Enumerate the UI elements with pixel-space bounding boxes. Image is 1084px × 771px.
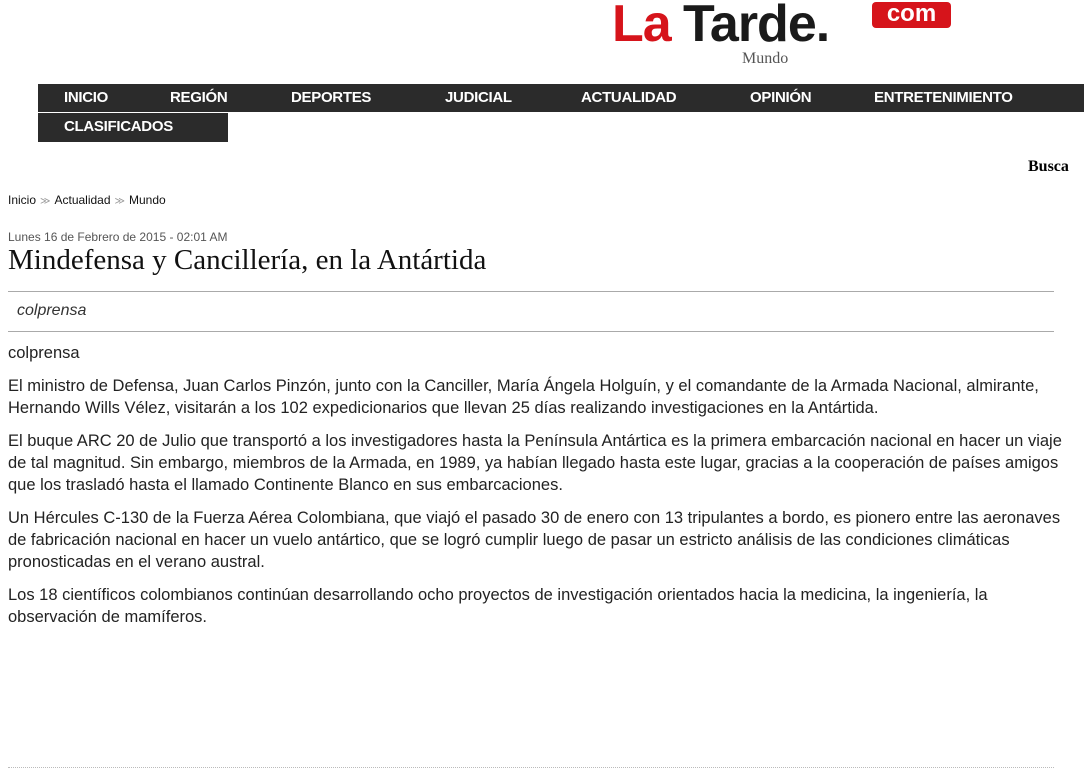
nav-item-clasificados[interactable]: CLASIFICADOS (64, 118, 173, 135)
site-logo[interactable] (610, 0, 955, 70)
nav-item-actualidad[interactable]: ACTUALIDAD (581, 89, 677, 106)
article-paragraph: Un Hércules C-130 de la Fuerza Aérea Colombiana, que viajó el pasado 30 de enero con 13 tripulantes a bordo, es pionero entre las aeronaves de fabricación nacional en hacer un vuelo antártico, que se logró cumplir luego de pasar un estricto análisis de las condiciones climáticas pronosticadas en el verano austral. (8, 509, 1061, 571)
main-nav-row2 (38, 113, 228, 142)
divider (8, 331, 1054, 332)
divider (8, 767, 1054, 768)
nav-item-region[interactable]: REGIÓN (170, 89, 228, 106)
logo-com-badge: com (872, 2, 951, 28)
article-byline: colprensa (17, 302, 87, 319)
breadcrumb-inicio[interactable]: Inicio (8, 193, 37, 207)
article-paragraph: El buque ARC 20 de Julio que transportó a los investigadores hasta la Península Antártica es la primera embarcación nacional en hacer un viaje de tal magnitud. Sin embargo, miembros de la Armada, en 1989, ya habían llegado hasta este lugar, gracias a la cooperación de países amigos que los trasladó hasta el llamado Continente Blanco en sus embarcaciones. (8, 432, 1062, 494)
article-paragraph: El ministro de Defensa, Juan Carlos Pinzón, junto con la Canciller, María Ángela Holguín, y el comandante de la Armada Nacional, almirante, Hernando Wills Vélez, visitarán a los 102 expedicionarios que llevan 25 días realizando investigaciones en la Antártida. (8, 377, 1039, 417)
main-nav (38, 84, 1084, 112)
breadcrumb-actualidad[interactable]: Actualidad (54, 193, 111, 207)
divider (8, 291, 1054, 292)
logo-la: La (612, 0, 671, 53)
article-date: Lunes 16 de Febrero de 2015 - 02:01 AM (8, 230, 228, 244)
article-paragraph: Los 18 científicos colombianos continúan desarrollando ocho proyectos de investigación orientados hacia la medicina, la ingeniería, la observación de mamíferos. (8, 586, 988, 626)
nav-item-deportes[interactable]: DEPORTES (291, 89, 372, 106)
nav-item-entretenimiento[interactable]: ENTRETENIMIENTO (874, 89, 1013, 106)
section-name: Mundo (742, 50, 789, 67)
article-title: Mindefensa y Cancillería, en la Antártida (8, 244, 487, 276)
breadcrumb-mundo[interactable]: Mundo (129, 193, 166, 207)
nav-item-opinion[interactable]: OPINIÓN (750, 89, 812, 106)
breadcrumb-separator: ≫ (40, 196, 51, 207)
article-paragraph: colprensa (8, 344, 80, 362)
breadcrumb-separator: ≫ (114, 196, 125, 207)
nav-item-inicio[interactable]: INICIO (64, 89, 109, 106)
nav-item-judicial[interactable]: JUDICIAL (445, 89, 512, 106)
breadcrumb (8, 193, 166, 207)
logo-tarde: Tarde. (683, 0, 830, 53)
article-body (8, 342, 1068, 639)
search-label: Busca (1028, 158, 1069, 175)
